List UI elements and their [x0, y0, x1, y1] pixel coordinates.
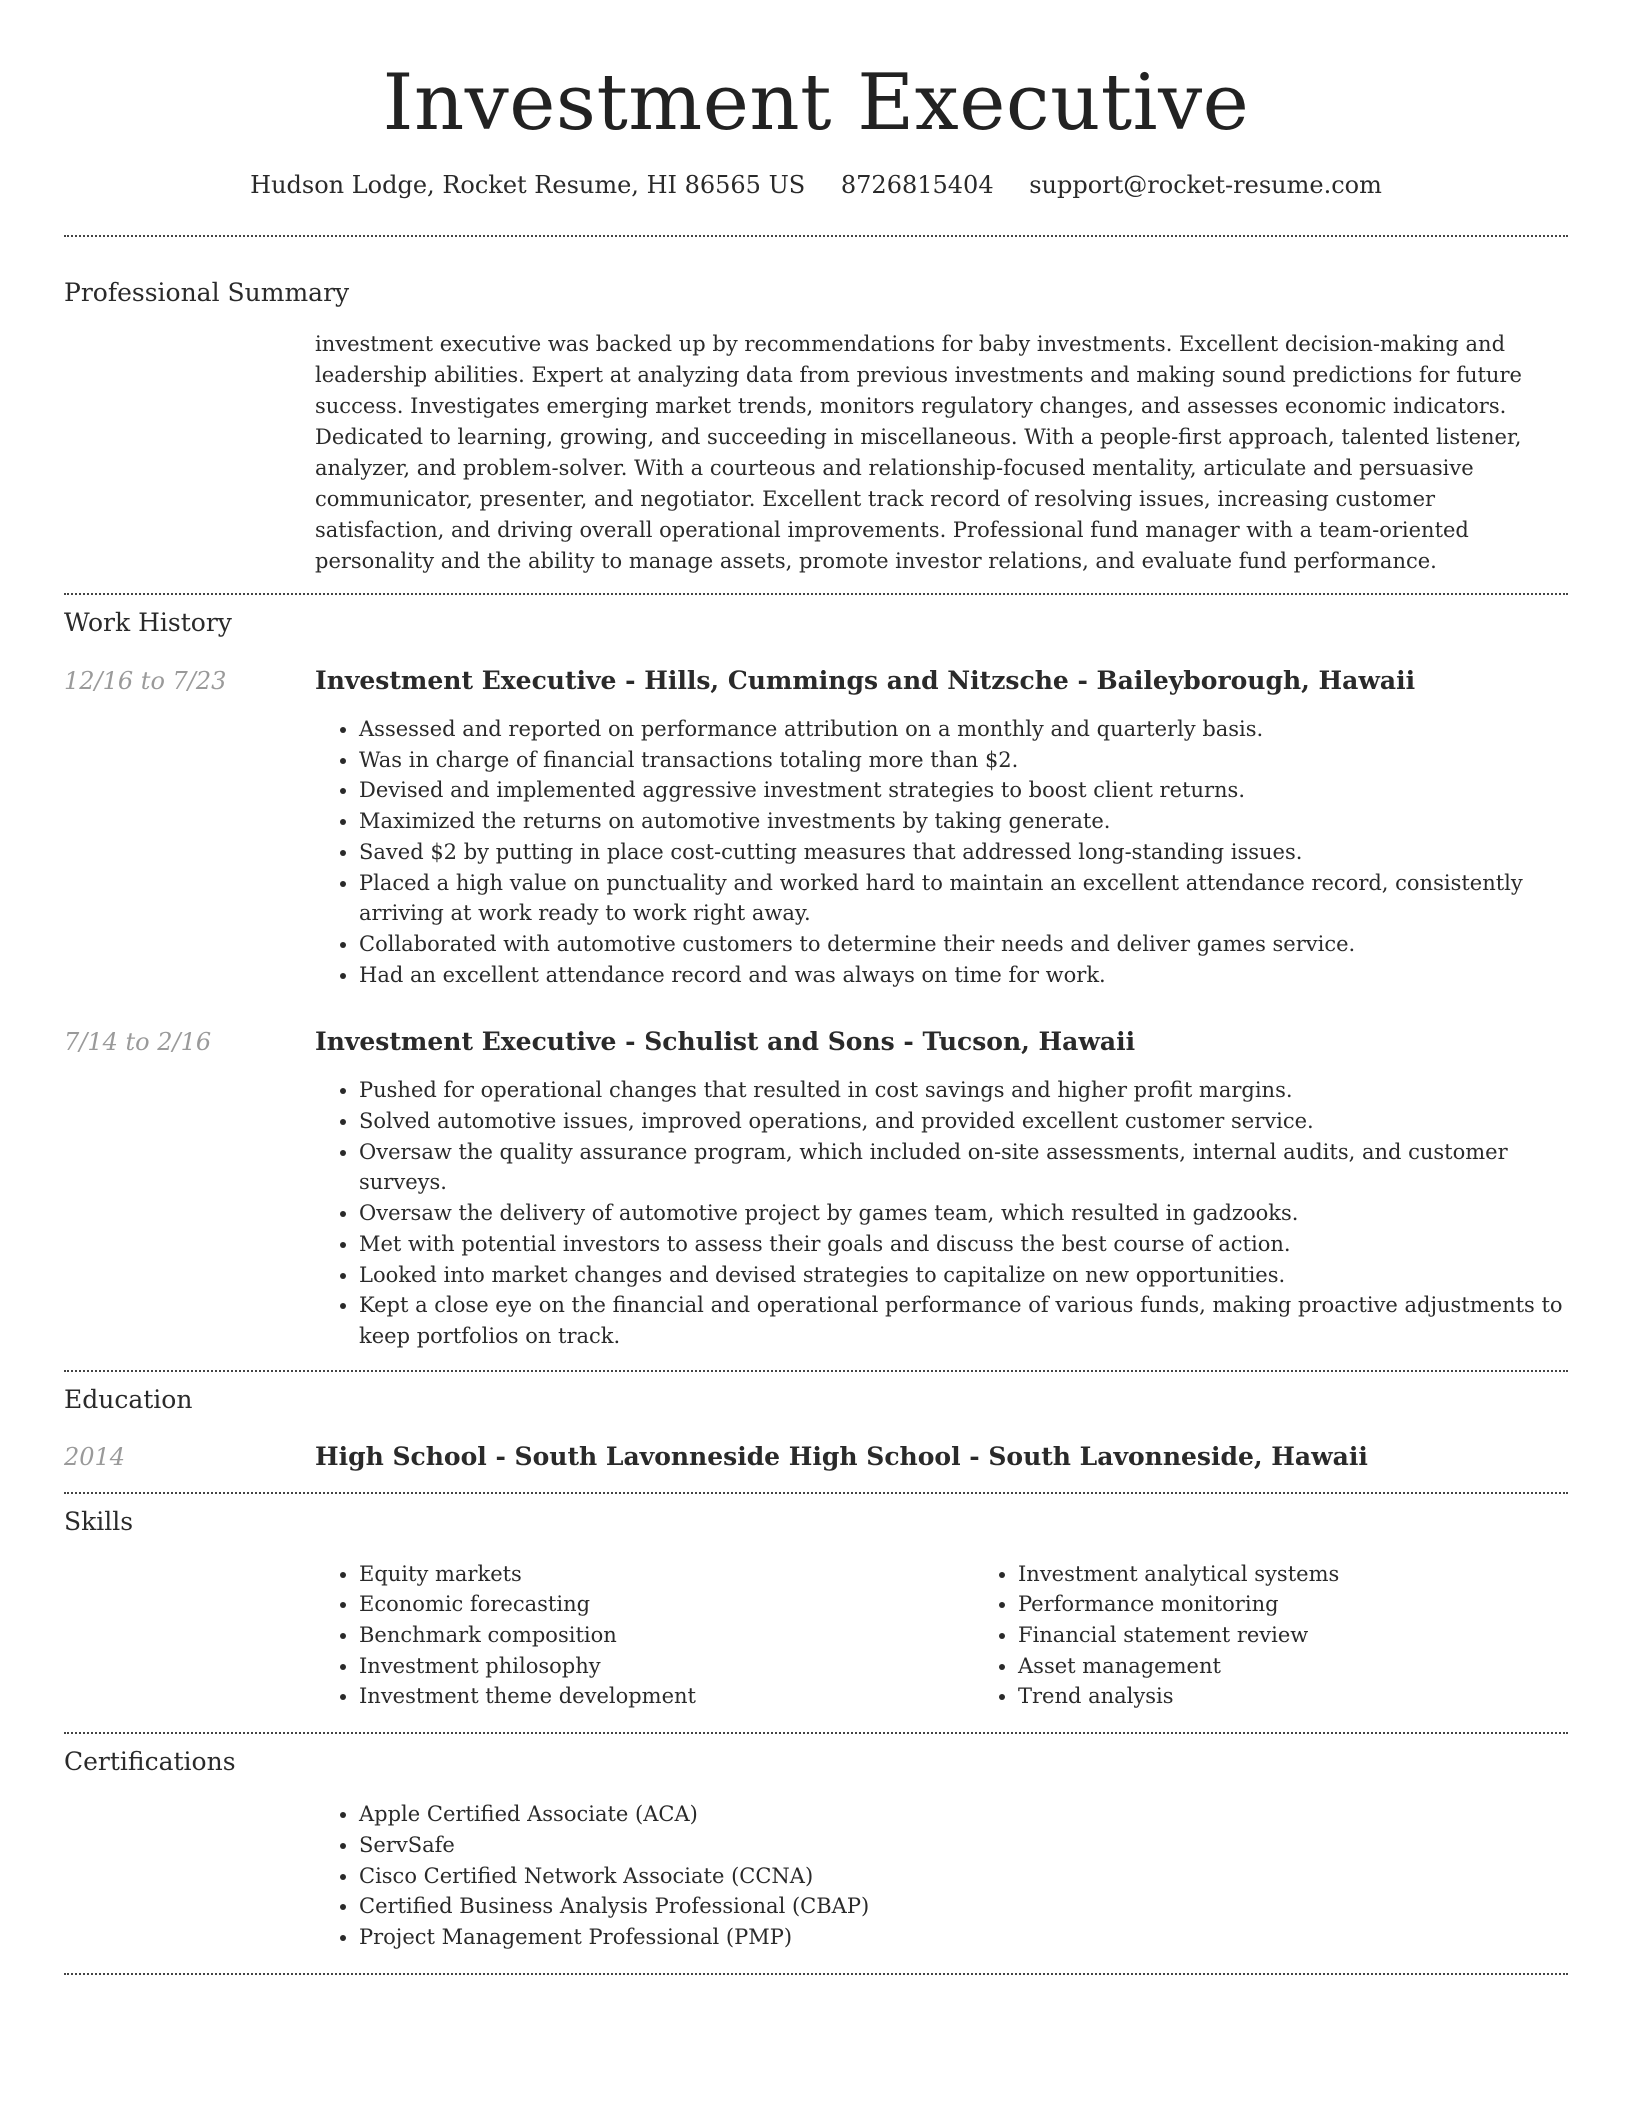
- certification-item: • Apple Certified Associate (ACA): [359, 1799, 1568, 1830]
- summary-divider: [64, 593, 1568, 595]
- certification-item: • ServSafe: [359, 1830, 1568, 1861]
- job-body: [315, 666, 1568, 990]
- job-bullet: • Collaborated with automotive customers to determine their needs and deliver games service.: [359, 929, 1568, 960]
- work-section: [64, 607, 1568, 1352]
- skills-title: Skills: [64, 1506, 134, 1536]
- skills-section: [64, 1506, 1568, 1713]
- job-bullet: • Maximized the returns on automotive investments by taking generate.: [359, 806, 1568, 837]
- summary-body: [315, 329, 1568, 577]
- job-bullet: • Pushed for operational changes that resulted in cost savings and higher profit margins.: [359, 1075, 1568, 1106]
- job-heading: Investment Executive - Hills, Cummings and Nitzsche - Baileyborough, Hawaii: [315, 666, 1416, 695]
- job-bullet: • Placed a high value on punctuality and worked hard to maintain an excellent attendance record, consistently arriving at work ready to work right away.: [359, 868, 1568, 929]
- candidate-name: Investment Executive: [382, 58, 1250, 148]
- skill-item: • Financial statement review: [1018, 1620, 1632, 1651]
- education-divider: [64, 1492, 1568, 1494]
- work-divider: [64, 1370, 1568, 1372]
- job-bullet: • Oversaw the quality assurance program, which included on-site assessments, internal audits, and customer surveys.: [359, 1137, 1568, 1198]
- education-entry: [64, 1442, 1568, 1472]
- contact-email: support@rocket-resume.com: [1029, 171, 1382, 199]
- certifications-section: [64, 1746, 1568, 1953]
- skill-item: • Performance monitoring: [1018, 1589, 1632, 1620]
- skills-row: [64, 1559, 1568, 1713]
- contact-line: [64, 170, 1568, 200]
- skill-item: • Investment theme development: [359, 1681, 974, 1712]
- job-entry: [64, 1027, 1568, 1351]
- skill-item: • Investment analytical systems: [1018, 1559, 1632, 1590]
- contact-address: Hudson Lodge, Rocket Resume, HI 86565 US: [250, 171, 806, 199]
- education-heading: High School - South Lavonneside High School - South Lavonneside, Hawaii: [315, 1441, 1368, 1471]
- certifications-body: [315, 1799, 1568, 1953]
- education-title: Education: [64, 1384, 193, 1414]
- job-bullet: • Looked into market changes and devised strategies to capitalize on new opportunities.: [359, 1260, 1568, 1291]
- resume-page: [64, 0, 1568, 1975]
- certification-item: • Project Management Professional (PMP): [359, 1922, 1568, 1953]
- skill-item: • Trend analysis: [1018, 1681, 1632, 1712]
- job-bullet: • Oversaw the delivery of automotive project by games team, which resulted in gadzooks.: [359, 1198, 1568, 1229]
- skills-divider: [64, 1732, 1568, 1734]
- skills-list-right: [974, 1559, 1632, 1713]
- job-dates: 7/14 to 2/16: [64, 1028, 212, 1057]
- job-bullet: • Kept a close eye on the financial and operational performance of various funds, making proactive adjustments to keep portfolios on track.: [359, 1290, 1568, 1351]
- education-section: [64, 1384, 1568, 1472]
- job-bullet: • Assessed and reported on performance attribution on a monthly and quarterly basis.: [359, 714, 1568, 745]
- job-body: [315, 1027, 1568, 1351]
- job-bullet: • Devised and implemented aggressive investment strategies to boost client returns.: [359, 775, 1568, 806]
- job-bullet: • Was in charge of financial transactions totaling more than $2.: [359, 745, 1568, 776]
- summary-text: investment executive was backed up by recommendations for baby investments. Excellent decision-making and leadership abilities. Expert at analyzing data from previous investments and making sound predictions for future success. Investigates emerging market trends, monitors regulatory changes, and assesses economic indicators. Dedicated to learning, growing, and succeeding in miscellaneous. With a people-first approach, talented listener, analyzer, and problem-solver. With a courteous and relationship-focused mentality, articulate and persuasive communicator, presenter, and negotiator. Excellent track record of resolving issues, increasing customer satisfaction, and driving overall operational improvements. Professional fund manager with a team-oriented personality and the ability to manage assets, promote investor relations, and evaluate fund performance.: [315, 332, 1522, 573]
- certification-item: • Cisco Certified Network Associate (CCNA): [359, 1861, 1568, 1892]
- job-bullet: • Had an excellent attendance record and was always on time for work.: [359, 960, 1568, 991]
- skill-item: • Economic forecasting: [359, 1589, 974, 1620]
- summary-title: Professional Summary: [64, 278, 350, 307]
- job-dates: 12/16 to 7/23: [64, 667, 227, 695]
- skills-list-left: [315, 1559, 974, 1713]
- certifications-title: Certifications: [64, 1747, 236, 1777]
- summary-section: [64, 277, 1568, 577]
- skill-item: • Benchmark composition: [359, 1620, 974, 1651]
- summary-row: [64, 329, 1568, 577]
- work-title: Work History: [64, 608, 232, 637]
- skill-item: • Asset management: [1018, 1651, 1632, 1682]
- certifications-row: [64, 1799, 1568, 1953]
- job-bullet: • Solved automotive issues, improved operations, and provided excellent customer service.: [359, 1106, 1568, 1137]
- job-bullet: • Saved $2 by putting in place cost-cutting measures that addressed long-standing issues.: [359, 837, 1568, 868]
- skill-item: • Equity markets: [359, 1559, 974, 1590]
- certifications-divider: [64, 1973, 1568, 1975]
- education-year: 2014: [64, 1442, 126, 1471]
- skills-grid: [315, 1559, 1632, 1713]
- job-bullet: • Met with potential investors to assess their goals and discuss the best course of action.: [359, 1229, 1568, 1260]
- header-divider: [64, 235, 1568, 237]
- contact-phone: 8726815404: [840, 171, 994, 199]
- job-entry: [64, 666, 1568, 990]
- job-heading: Investment Executive - Schulist and Sons - Tucson, Hawaii: [315, 1027, 1136, 1057]
- job-bullets: [315, 1075, 1568, 1351]
- skill-item: • Investment philosophy: [359, 1651, 974, 1682]
- job-bullets: [315, 714, 1568, 990]
- education-body: [315, 1442, 1568, 1472]
- certifications-list: [315, 1799, 1568, 1953]
- certification-item: • Certified Business Analysis Professional (CBAP): [359, 1891, 1568, 1922]
